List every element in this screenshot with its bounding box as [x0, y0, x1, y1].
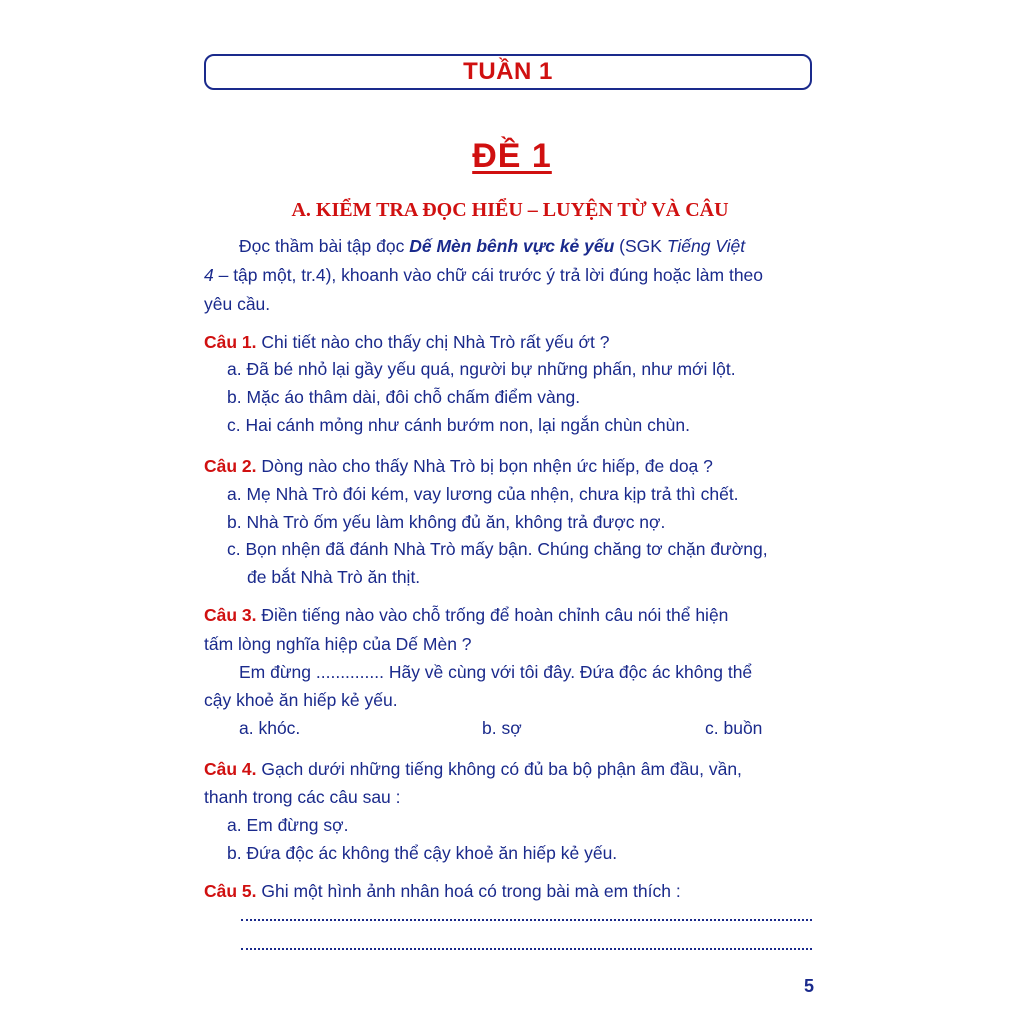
question-3-option-a[interactable]: a. khóc.: [239, 718, 301, 738]
question-2-option-b[interactable]: b. Nhà Trò ốm yếu làm không đủ ăn, không trả được nợ.: [227, 512, 666, 532]
answer-line-2[interactable]: [241, 948, 812, 950]
question-4: Câu 4. Gạch dưới những tiếng không có đủ ba bộ phận âm đầu, vần,: [204, 759, 742, 779]
question-3-line-2: tấm lòng nghĩa hiệp của Dế Mèn ?: [204, 634, 472, 654]
question-1: Câu 1. Chi tiết nào cho thấy chị Nhà Trò rất yếu ớt ?: [204, 332, 610, 352]
question-1-option-a[interactable]: a. Đã bé nhỏ lại gầy yếu quá, người bự những phấn, như mới lột.: [227, 359, 736, 379]
question-2-option-c[interactable]: c. Bọn nhện đã đánh Nhà Trò mấy bận. Chúng chăng tơ chặn đường,: [227, 539, 768, 559]
question-3-sentence: Em đừng .............. Hãy về cùng với tôi đây. Đứa độc ác không thể: [239, 662, 753, 682]
book-title: Dế Mèn bênh vực kẻ yếu: [409, 236, 615, 256]
question-4-sentence-a[interactable]: a. Em đừng sợ.: [227, 815, 349, 835]
question-2-option-c-cont: đe bắt Nhà Trò ăn thịt.: [247, 567, 421, 587]
question-1-label: Câu 1.: [204, 332, 257, 352]
question-3-option-c[interactable]: c. buồn: [705, 718, 763, 738]
question-2-label: Câu 2.: [204, 456, 257, 476]
week-banner: [204, 54, 812, 90]
question-3-option-b[interactable]: b. sợ: [482, 718, 522, 738]
question-5: Câu 5. Ghi một hình ảnh nhân hoá có trong bài mà em thích :: [204, 881, 681, 901]
week-title: TUẦN 1: [463, 58, 553, 85]
question-3-sentence-cont: cậy khoẻ ăn hiếp kẻ yếu.: [204, 690, 398, 710]
question-1-option-c[interactable]: c. Hai cánh mỏng như cánh bướm non, lại ngắn chùn chùn.: [227, 415, 690, 435]
question-5-label: Câu 5.: [204, 881, 257, 901]
question-4-sentence-b[interactable]: b. Đứa độc ác không thể cậy khoẻ ăn hiếp kẻ yếu.: [227, 843, 618, 863]
page-number: 5: [804, 976, 815, 996]
question-2: Câu 2. Dòng nào cho thấy Nhà Trò bị bọn nhện ức hiếp, đe doạ ?: [204, 456, 713, 476]
question-4-line-2: thanh trong các câu sau :: [204, 787, 401, 807]
exam-title: ĐỀ 1: [472, 137, 552, 175]
intro-line-2: 4 – tập một, tr.4), khoanh vào chữ cái trước ý trả lời đúng hoặc làm theo: [204, 265, 764, 285]
answer-line-1[interactable]: [241, 919, 812, 921]
section-heading: A. KIỂM TRA ĐỌC HIỂU – LUYỆN TỪ VÀ CÂU: [291, 199, 729, 221]
intro-line-1: Đọc thầm bài tập đọc Dế Mèn bênh vực kẻ yếu (SGK Tiếng Việt: [239, 236, 746, 256]
question-3: Câu 3. Điền tiếng nào vào chỗ trống để hoàn chỉnh câu nói thể hiện: [204, 605, 729, 625]
question-1-option-b[interactable]: b. Mặc áo thâm dài, đôi chỗ chấm điểm vàng.: [227, 387, 581, 407]
question-4-label: Câu 4.: [204, 759, 257, 779]
intro-line-3: yêu cầu.: [204, 294, 271, 314]
question-2-option-a[interactable]: a. Mẹ Nhà Trò đói kém, vay lương của nhện, chưa kịp trả thì chết.: [227, 484, 739, 504]
question-3-label: Câu 3.: [204, 605, 257, 625]
